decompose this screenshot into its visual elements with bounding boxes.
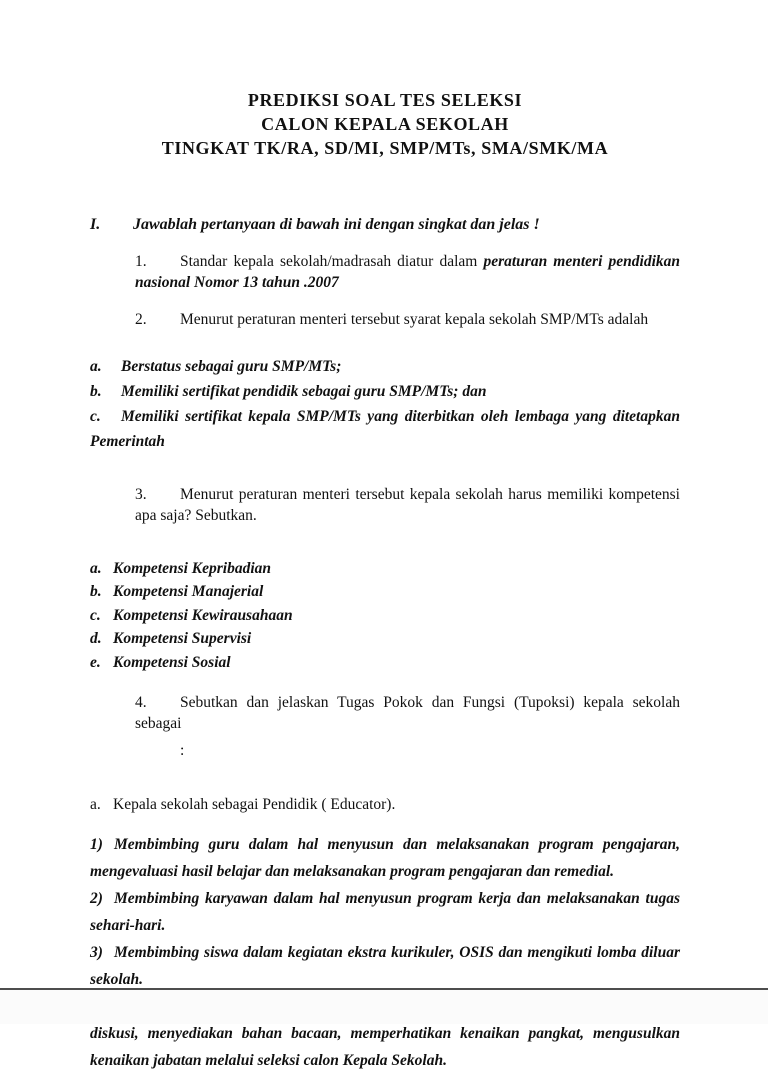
question-2-answers	[90, 354, 680, 454]
answer-item	[90, 651, 680, 675]
question-3-answers	[90, 557, 680, 675]
section-1-heading	[90, 214, 680, 235]
question-1-text: Standar kepala sekolah/madrasah diatur dalam	[180, 253, 484, 270]
point-text: Membimbing siswa dalam kegiatan ekstra kurikuler, OSIS dan mengikuti lomba diluar sekolah.	[90, 943, 680, 988]
question-2	[135, 309, 680, 330]
answer-text: Memiliki sertifikat pendidik sebagai guru SMP/MTs; dan	[121, 382, 487, 400]
document-title	[90, 88, 680, 160]
answer-item	[90, 404, 680, 454]
answer-label: b.	[90, 583, 102, 600]
point-label: 1)	[90, 835, 103, 853]
point-text: Membimbing karyawan dalam hal menyusun program kerja dan melaksanakan tugas sehari-hari.	[90, 889, 680, 934]
question-1-number: 1.	[135, 253, 147, 270]
answer-label: d.	[90, 630, 102, 647]
answer-item	[90, 379, 680, 404]
question-2-text: Menurut peraturan menteri tersebut syarat kepala sekolah SMP/MTs adalah	[180, 310, 649, 328]
answer-text: Kompetensi Kewirausahaan	[113, 606, 293, 624]
point-item	[90, 831, 680, 885]
answer-text: Kompetensi Kepribadian	[113, 559, 272, 577]
question-4	[135, 692, 680, 761]
answer-item	[90, 604, 680, 628]
answer-item	[90, 580, 680, 604]
answer-label: a.	[90, 796, 101, 813]
answer-item	[90, 354, 680, 379]
title-line-3: TINGKAT TK/RA, SD/MI, SMP/MTs, SMA/SMK/MA	[161, 138, 609, 158]
question-4-text: Sebutkan dan jelaskan Tugas Pokok dan Fungsi (Tupoksi) kepala sekolah sebagai	[135, 694, 680, 732]
point-item	[90, 939, 680, 993]
answer-item	[90, 557, 680, 581]
answer-label: c.	[90, 606, 101, 624]
point-label: 2)	[90, 889, 103, 907]
answer-label: e.	[90, 653, 101, 671]
answer-text: Kompetensi Sosial	[113, 653, 231, 671]
question-2-number: 2.	[135, 310, 147, 328]
title-line-2: CALON KEPALA SEKOLAH	[261, 114, 509, 134]
point-item	[90, 885, 680, 939]
question-3	[135, 484, 680, 526]
page-bottom-edge-strip	[0, 990, 768, 1024]
answer-label: c.	[90, 407, 101, 425]
question-4-points	[90, 831, 680, 1074]
answer-text: Kompetensi Manajerial	[113, 583, 264, 600]
question-4-number: 4.	[135, 694, 147, 711]
answer-label: b.	[90, 382, 102, 400]
question-4-colon: :	[180, 742, 185, 759]
point-text: diskusi, menyediakan bahan bacaan, memperhatikan kenaikan pangkat, mengusulkan kenaikan jabatan melalui seleksi calon Kepala Sekolah.	[90, 1024, 680, 1069]
answer-label: a.	[90, 559, 102, 577]
answer-item	[90, 627, 680, 651]
question-3-text: Menurut peraturan menteri tersebut kepala sekolah harus memiliki kompetensi apa saja? Sebutkan.	[135, 485, 680, 524]
answer-text: Memiliki sertifikat kepala SMP/MTs yang diterbitkan oleh lembaga yang ditetapkan Pemerintah	[90, 407, 680, 450]
section-1-number: I.	[90, 216, 101, 233]
question-3-number: 3.	[135, 485, 147, 503]
point-label: 3)	[90, 943, 103, 961]
title-line-1: PREDIKSI SOAL TES SELEKSI	[247, 90, 523, 110]
point-text: Membimbing guru dalam hal menyusun dan melaksanakan program pengajaran, mengevaluasi hasil belajar dan melaksanakan program pengajaran dan remedial.	[90, 835, 680, 880]
question-4-sub-answer	[90, 794, 680, 815]
section-1-instruction: Jawablah pertanyaan di bawah ini dengan singkat dan jelas !	[133, 216, 540, 233]
answer-text: Kompetensi Supervisi	[113, 630, 252, 647]
answer-text: Berstatus sebagai guru SMP/MTs;	[121, 357, 342, 375]
answer-label: a.	[90, 357, 102, 375]
question-1	[135, 251, 680, 293]
answer-text: Kepala sekolah sebagai Pendidik ( Educator).	[113, 796, 396, 813]
question-1-emphasis: peraturan menteri pendidikan nasional Nomor 13 tahun .2007	[135, 253, 680, 291]
